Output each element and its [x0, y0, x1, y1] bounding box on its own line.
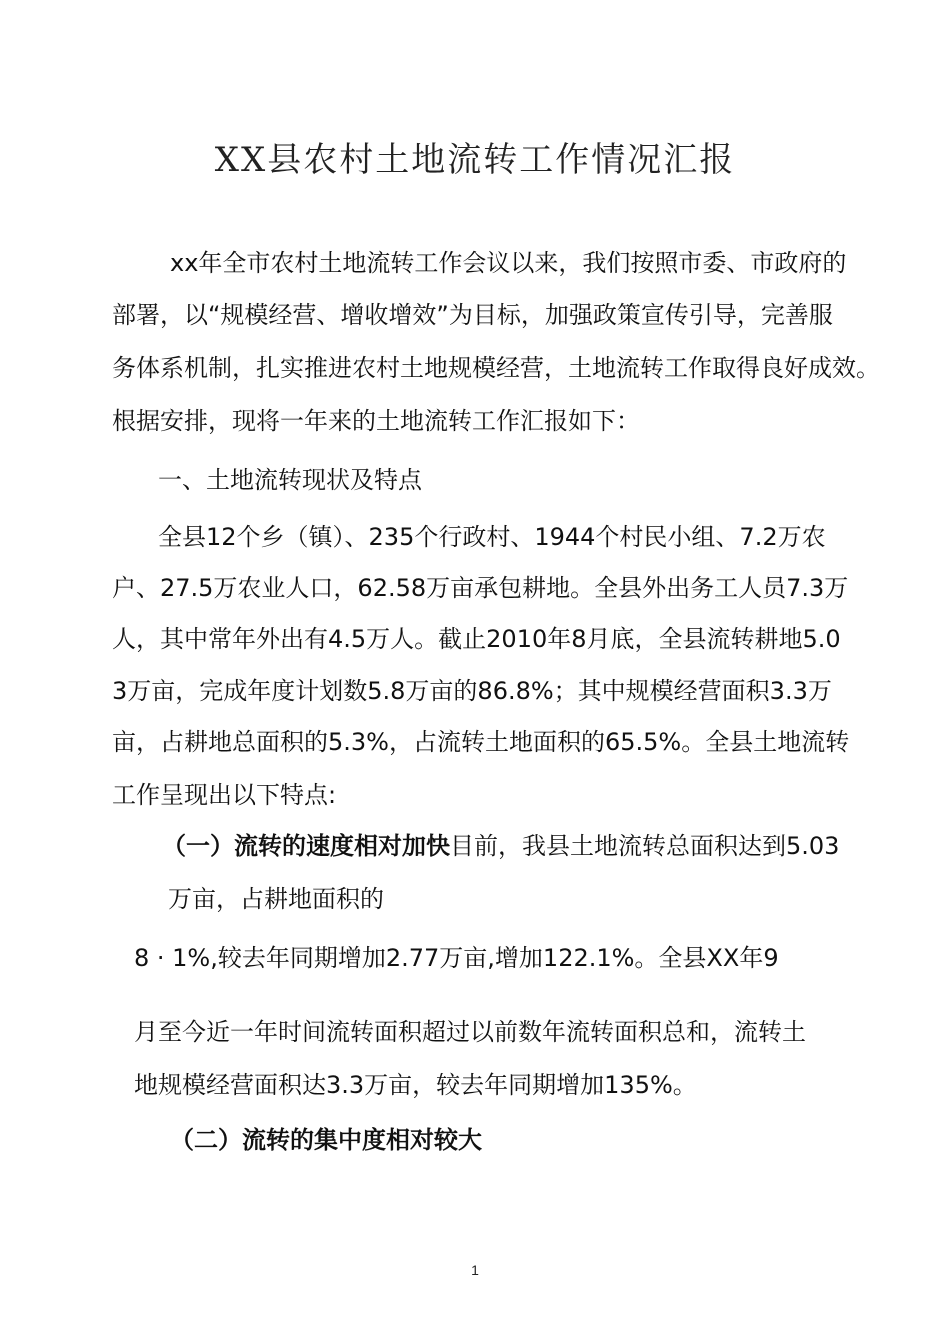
paragraph-line: 万亩，占耕地面积的	[168, 885, 384, 913]
paragraph-line: 月至今近一年时间流转面积超过以前数年流转面积总和，流转土	[134, 1018, 806, 1046]
paragraph-line: 地规模经营面积达3.3万亩，较去年同期增加135%。	[134, 1071, 697, 1099]
page-number: 1	[471, 1262, 479, 1278]
paragraph-line: 8 · 1%,较去年同期增加2.77万亩,增加122.1%。全县XX年9	[134, 944, 779, 972]
paragraph-line: 户、27.5万农业人口，62.58万亩承包耕地。全县外出务工人员7.3万	[112, 574, 849, 602]
paragraph-line: xx年全市农村土地流转工作会议以来，我们按照市委、市政府的	[170, 249, 847, 277]
paragraph-line: 全县12个乡（镇）、235个行政村、1944个村民小组、7.2万农	[158, 523, 826, 551]
subsection-1-line	[162, 831, 839, 861]
subsection-1-text: 目前，我县土地流转总面积达到5.03	[450, 832, 840, 860]
document-title: XX县农村土地流转工作情况汇报	[214, 140, 736, 180]
subsection-1-heading: （一）流转的速度相对加快	[162, 832, 450, 860]
paragraph-line: 根据安排，现将一年来的土地流转工作汇报如下：	[112, 407, 640, 435]
paragraph-line: 部署，以“规模经营、增收增效”为目标，加强政策宣传引导，完善服	[112, 301, 833, 329]
paragraph-line: 务体系机制，扎实推进农村土地规模经营，土地流转工作取得良好成效。	[112, 354, 880, 382]
paragraph-line: 人，其中常年外出有4.5万人。截止2010年8月底，全县流转耕地5.0	[112, 625, 841, 653]
paragraph-line: 亩，占耕地总面积的5.3%，占流转土地面积的65.5%。全县土地流转	[112, 728, 850, 756]
subsection-2-heading: （二）流转的集中度相对较大	[170, 1126, 482, 1154]
paragraph-line: 3万亩，完成年度计划数5.8万亩的86.8%；其中规模经营面积3.3万	[112, 677, 832, 705]
section-heading: 一、土地流转现状及特点	[158, 466, 422, 494]
paragraph-line: 工作呈现出以下特点:	[112, 781, 337, 809]
